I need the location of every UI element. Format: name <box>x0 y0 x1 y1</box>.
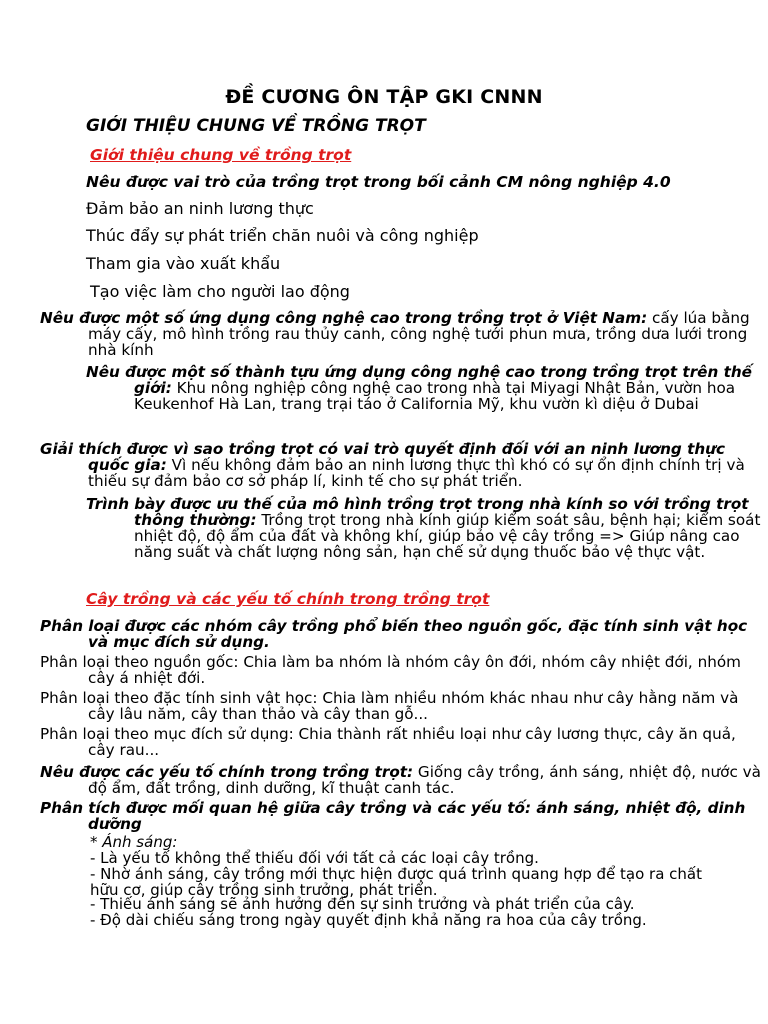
document-title: ĐỀ CƯƠNG ÔN TẬP GKI CNNN <box>225 86 543 108</box>
role-item: Tham gia vào xuất khẩu <box>86 254 281 273</box>
light-point: - Thiếu ánh sáng sẽ ảnh hưởng đến sự sinh trưởng và phát triển của cây. <box>90 895 635 913</box>
section2-heading: Cây trồng và các yếu tố chính trong trồng trọt <box>86 590 490 608</box>
light-point: - Nhờ ánh sáng, cây trồng mới thực hiện được quá trình quang hợp để tạo ra chất hữu cơ, giúp cây trồng sinh trưởng, phát triển. <box>90 865 703 899</box>
answer-text: Giống cây trồng, ánh sáng, nhiệt độ, nước và độ ẩm, đất trồng, dinh dưỡng, kĩ thuật canh tác. <box>88 763 761 797</box>
role-item: Thúc đẩy sự phát triển chăn nuôi và công nghiệp <box>86 226 479 245</box>
question-label: Nêu được một số ứng dụng công nghệ cao trong trồng trọt ở Việt Nam: <box>40 309 648 327</box>
role-item: Tạo việc làm cho người lao động <box>90 282 350 301</box>
question-classification: Phân loại được các nhóm cây trồng phổ biến theo nguồn gốc, đặc tính sinh vật học và mục đích sử dụng. <box>40 617 748 651</box>
answer-text: Vì nếu không đảm bảo an ninh lương thực thì khó có sự ổn định chính trị và thiếu sự đảm bảo cơ sở pháp lí, kinh tế cho sự phát triển. <box>88 456 745 490</box>
question-main-factors <box>40 764 764 796</box>
answer-text: Khu nông nghiệp công nghệ cao trong nhà tại Miyagi Nhật Bản, vườn hoa Keukenhof Hà Lan, trang trại táo ở California Mỹ, khu vườn kì diệu ở Dubai <box>134 379 736 413</box>
light-point: - Độ dài chiếu sáng trong ngày quyết định khả năng ra hoa của cây trồng. <box>90 911 647 929</box>
question-label: Nêu được các yếu tố chính trong trồng trọt: <box>40 763 414 781</box>
question-world-tech <box>86 364 764 412</box>
classification-purpose: Phân loại theo mục đích sử dụng: Chia thành rất nhiều loại như cây lương thực, cây ăn quả, cây rau... <box>40 725 736 759</box>
question-relationship: Phân tích được mối quan hệ giữa cây trồng và các yếu tố: ánh sáng, nhiệt độ, dinh dưỡng <box>40 799 746 833</box>
question-food-security <box>40 441 764 489</box>
light-heading: * Ánh sáng: <box>90 833 178 851</box>
role-item: Đảm bảo an ninh lương thực <box>86 199 314 218</box>
answer-text: cấy lúa bằng máy cấy, mô hình trồng rau thủy canh, công nghệ tưới phun mưa, trồng dưa lưới trong nhà kính <box>88 309 750 359</box>
answer-text: Trồng trọt trong nhà kính giúp kiểm soát sâu, bệnh hại; kiểm soát nhiệt độ, độ ẩm của đất và không khí, giúp bảo vệ cây trồng => Giúp nâng cao năng suất và chất lượng nông sản, hạn chế sử dụng thuốc bảo vệ thực vật. <box>134 511 761 561</box>
question-roles: Nêu được vai trò của trồng trọt trong bối cảnh CM nông nghiệp 4.0 <box>86 173 671 191</box>
question-label: Nêu được một số thành tựu ứng dụng công nghệ cao trong trồng trọt trên thế giới: <box>86 363 752 397</box>
question-vn-tech <box>40 310 764 358</box>
question-greenhouse <box>86 496 764 560</box>
section1-heading: Giới thiệu chung về trồng trọt <box>90 146 352 164</box>
question-label: Giải thích được vì sao trồng trọt có vai trò quyết định đối với an ninh lương thực quốc gia: <box>40 440 725 474</box>
classification-biology: Phân loại theo đặc tính sinh vật học: Chia làm nhiều nhóm khác nhau như cây hằng năm và cây lâu năm, cây than thảo và cây than gỗ... <box>40 689 739 723</box>
light-point: - Là yếu tố không thể thiếu đối với tất cả các loại cây trồng. <box>90 849 539 867</box>
question-label: Trình bày được ưu thế của mô hình trồng trọt trong nhà kính so với trồng trọt thông thường: <box>86 495 749 529</box>
classification-origin: Phân loại theo nguồn gốc: Chia làm ba nhóm là nhóm cây ôn đới, nhóm cây nhiệt đới, nhóm cây á nhiệt đới. <box>40 653 741 687</box>
main-heading: GIỚI THIỆU CHUNG VỀ TRỒNG TRỌT <box>86 116 426 136</box>
